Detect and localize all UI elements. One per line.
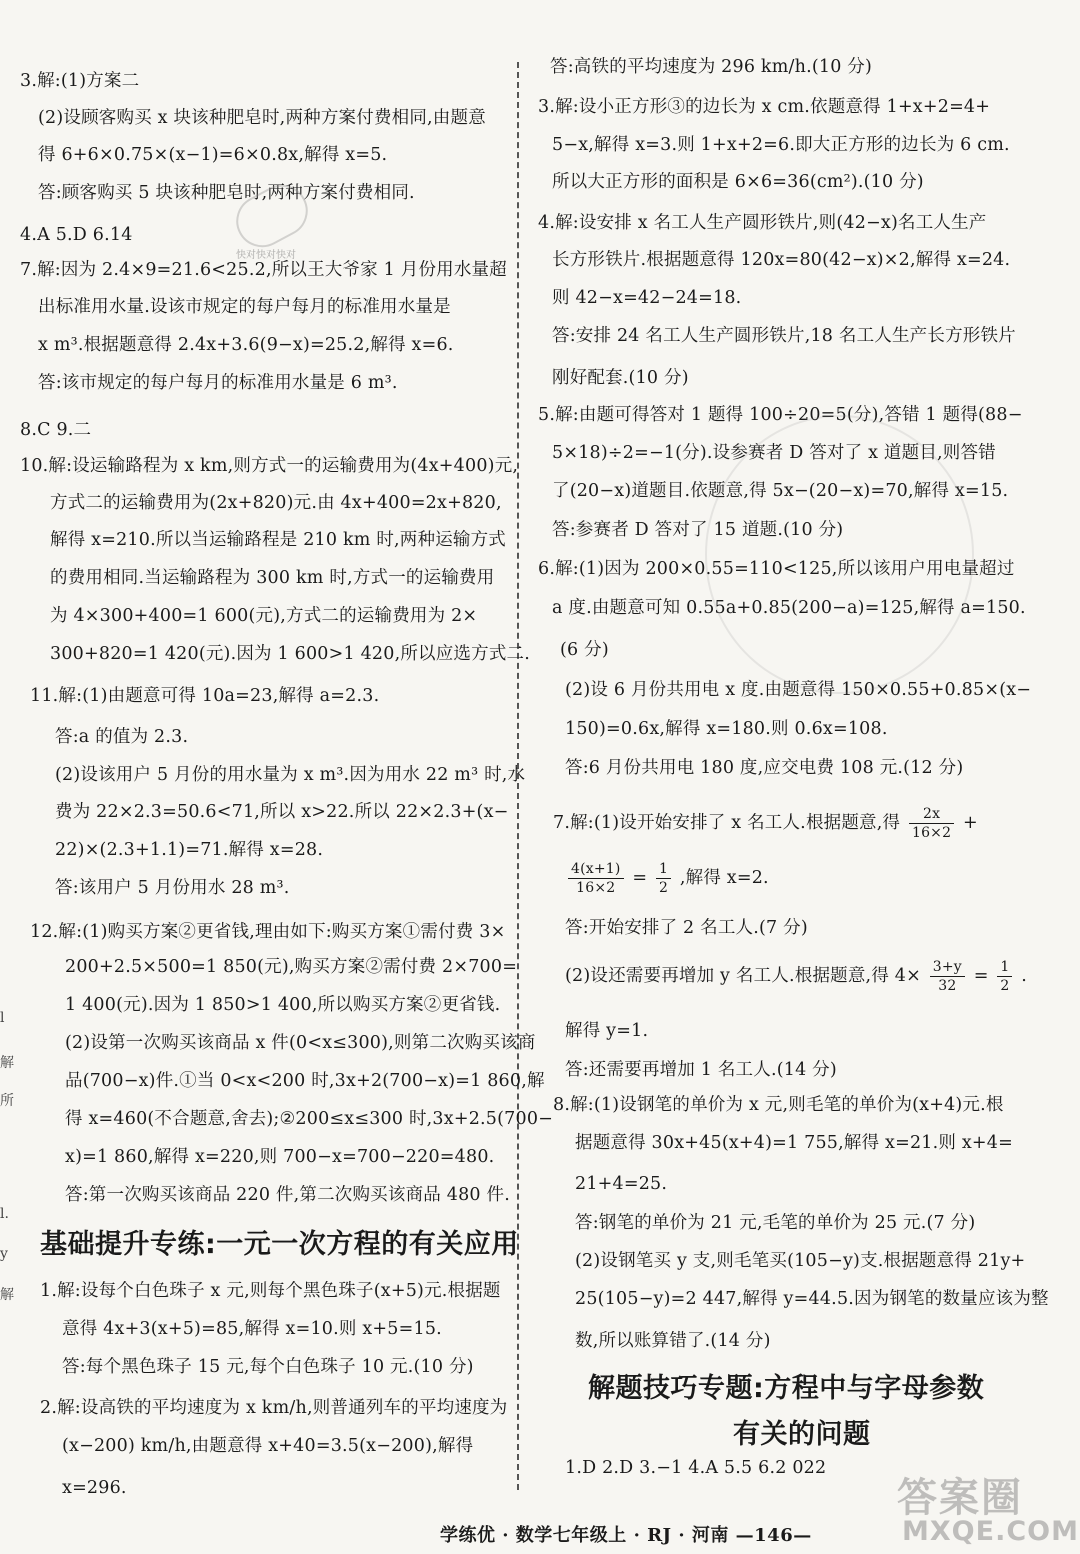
fraction-one-half: $\frac{1}{2}$ xyxy=(656,860,671,897)
left-text-line-2: 得 6+6×0.75×(x−1)=6×0.8x,解得 x=5. xyxy=(38,145,388,165)
right-text-line-11: 了(20−x)道题目.依题意,得 5x−(20−x)=70,解得 x=15. xyxy=(552,481,1009,501)
right-text-line-5: 长方形铁片.根据题意得 120x=80(42−x)×2,解得 x=24. xyxy=(552,250,1011,270)
right-text-line-6: 则 42−x=42−24=18. xyxy=(552,288,742,308)
fraction-one-half-2: $\frac{1}{2}$ xyxy=(997,958,1012,995)
q7-line-1: 7.解:(1)设开始安排了 x 名工人.根据题意,得 $\frac{2x}{16\times 2}$ + xyxy=(553,806,978,841)
left-text-line-12: 解得 x=210.所以当运输路程是 210 km 时,两种运输方式 xyxy=(50,530,507,550)
left-text-line-22: 12.解:(1)购买方案②更省钱,理由如下:购买方案①需付费 3× xyxy=(30,922,506,942)
left-text-line-4: 4.A 5.D 6.14 xyxy=(20,225,133,245)
left-text-line-19: 费为 22×2.3=50.6<71,所以 x>22.所以 22×2.3+(x− xyxy=(55,802,509,822)
left-text-line-28: x)=1 860,解得 x=220,则 700−x=700−220=480. xyxy=(65,1147,495,1167)
right-text-line-17: 150)=0.6x,解得 x=180.则 0.6x=108. xyxy=(565,719,888,739)
left-text-line-34: (x−200) km/h,由题意得 x+40=3.5(x−200),解得 xyxy=(62,1436,474,1456)
left-text-line-6: 出标准用水量.设该市规定的每户每月的标准用水量是 xyxy=(38,297,451,317)
right-text-line-4: 4.解:设安排 x 名工人生产圆形铁片,则(42−x)名工人生产 xyxy=(538,213,987,233)
fraction-3y-over-32: $\frac{3+y}{32}$ xyxy=(930,958,965,995)
q7-line-2: $\frac{4(x+1)}{16\times 2}$ = $\frac{1}{2}$ ,解得 x=2. xyxy=(565,860,769,897)
right-text-line-20: 解得 y=1. xyxy=(565,1021,649,1041)
left-text-line-3: 答:顾客购买 5 块该种肥皂时,两种方案付费相同. xyxy=(38,183,415,203)
section-heading-technique-line1: 解题技巧专题:方程中与字母参数 xyxy=(588,1373,985,1404)
right-text-line-2: 5−x,解得 x=3.则 1+x+2=6.即大正方形的边长为 6 cm. xyxy=(552,135,1010,155)
left-text-line-16: 11.解:(1)由题意可得 10a=23,解得 a=2.3. xyxy=(30,686,380,706)
left-text-line-26: 品(700−x)件.①当 0<x<200 时,3x+2(700−x)=1 860,解 xyxy=(65,1071,545,1091)
right-text-line-3: 所以大正方形的面积是 6×6=36(cm²).(10 分) xyxy=(552,172,924,192)
right-text-line-27: 25(105−y)=2 447,解得 y=44.5.因为钢笔的数量应该为整 xyxy=(575,1289,1049,1309)
right-text-line-15: (6 分) xyxy=(560,640,609,660)
fraction-4x1-over-16x2: $\frac{4(x+1)}{16\times 2}$ xyxy=(568,860,624,897)
right-text-line-21: 答:还需要再增加 1 名工人.(14 分) xyxy=(565,1060,837,1080)
right-text-line-26: (2)设钢笔买 y 支,则毛笔买(105−y)支.根据题意得 21y+ xyxy=(575,1251,1026,1271)
left-text-line-9: 8.C 9.二 xyxy=(20,420,92,440)
left-text-line-14: 为 4×300+400=1 600(元),方式二的运输费用为 2× xyxy=(50,606,478,626)
right-text-line-9: 5.解:由题可得答对 1 题得 100÷20=5(分),答错 1 题得(88− xyxy=(538,405,1023,425)
left-text-line-8: 答:该市规定的每户每月的标准用水量是 6 m³. xyxy=(38,373,398,393)
left-text-line-35: x=296. xyxy=(62,1478,127,1498)
faint-seal-watermark xyxy=(705,415,974,694)
right-text-line-28: 数,所以账算错了.(14 分) xyxy=(575,1331,771,1351)
left-text-line-11: 方式二的运输费用为(2x+820)元.由 4x+400=2x+820, xyxy=(50,493,502,513)
site-watermark: 答案圈 MXQE.COM xyxy=(897,1475,1079,1547)
right-text-line-25: 答:钢笔的单价为 21 元,毛笔的单价为 25 元.(7 分) xyxy=(575,1213,976,1233)
left-text-line-25: (2)设第一次购买该商品 x 件(0<x≤300),则第二次购买该商 xyxy=(65,1033,536,1053)
right-text-line-18: 答:6 月份共用电 180 度,应交电费 108 元.(12 分) xyxy=(565,758,964,778)
right-text-line-22: 8.解:(1)设钢笔的单价为 x 元,则毛笔的单价为(x+4)元.根 xyxy=(553,1095,1004,1115)
left-text-line-15: 300+820=1 420(元).因为 1 600>1 420,所以应选方式二. xyxy=(50,644,530,664)
left-text-line-27: 得 x=460(不合题意,舍去);②200≤x≤300 时,3x+2.5(700− xyxy=(65,1109,554,1129)
right-text-line-1: 3.解:设小正方形③的边长为 x cm.依题意得 1+x+2=4+ xyxy=(538,97,991,117)
left-text-line-30: 1.解:设每个白色珠子 x 元,则每个黑色珠子(x+5)元.根据题 xyxy=(40,1281,501,1301)
stamp-text: 快对快对快对 xyxy=(236,250,296,261)
right-text-line-16: (2)设 6 月份共用电 x 度.由题意得 150×0.55+0.85×(x− xyxy=(565,680,1032,700)
left-text-line-13: 的费用相同.当运输路程为 300 km 时,方式一的运输费用 xyxy=(50,568,495,588)
right-text-line-13: 6.解:(1)因为 200×0.55=110<125,所以该用户用电量超过 xyxy=(538,559,1015,579)
fraction-2x-over-16x2: $\frac{2x}{16\times 2}$ xyxy=(909,805,954,842)
right-text-line-24: 21+4=25. xyxy=(575,1174,668,1194)
left-text-line-5: 7.解:因为 2.4×9=21.6<25.2,所以王大爷家 1 月份用水量超 xyxy=(20,260,507,280)
left-text-line-20: 22)×(2.3+1.1)=71.解得 x=28. xyxy=(55,840,324,860)
right-text-line-10: 5×18)÷2=−1(分).设参赛者 D 答对了 x 道题目,则答错 xyxy=(552,443,996,463)
left-text-line-18: (2)设该用户 5 月份的用水量为 x m³.因为用水 22 m³ 时,水 xyxy=(55,765,526,785)
section-heading-technique-line2: 有关的问题 xyxy=(733,1419,871,1450)
left-text-line-24: 1 400(元).因为 1 850>1 400,所以购买方案②更省钱. xyxy=(65,995,501,1015)
right-text-line-7: 答:安排 24 名工人生产圆形铁片,18 名工人生产长方形铁片 xyxy=(552,326,1016,346)
right-text-line-14: a 度.由题意可知 0.55a+0.85(200−a)=125,解得 a=150. xyxy=(552,598,1026,618)
right-text-line-12: 答:参赛者 D 答对了 15 道题.(10 分) xyxy=(552,520,844,540)
q7-line-3: (2)设还需要再增加 y 名工人.根据题意,得 4× $\frac{3+y}{32}$ = $\frac{1}{2}$ . xyxy=(565,959,1027,994)
left-text-line-21: 答:该用户 5 月份用水 28 m³. xyxy=(55,878,290,898)
right-text-line-23: 据题意得 30x+45(x+4)=1 755,解得 x=21.则 x+4= xyxy=(575,1133,1013,1153)
page-footer: 学练优 · 数学七年级上 · RJ · 河南 —146— xyxy=(440,1525,812,1546)
left-text-line-7: x m³.根据题意得 2.4x+3.6(9−x)=25.2,解得 x=6. xyxy=(38,335,454,355)
left-text-line-1: (2)设顾客购买 x 块该种肥皂时,两种方案付费相同,由题意 xyxy=(38,108,486,128)
left-text-line-31: 意得 4x+3(x+5)=85,解得 x=10.则 x+5=15. xyxy=(62,1319,442,1339)
left-text-line-23: 200+2.5×500=1 850(元),购买方案②需付费 2×700= xyxy=(65,957,518,977)
left-text-line-17: 答:a 的值为 2.3. xyxy=(55,727,189,747)
left-text-line-10: 10.解:设运输路程为 x km,则方式一的运输费用为(4x+400)元, xyxy=(20,456,519,476)
left-text-line-32: 答:每个黑色珠子 15 元,每个白色珠子 10 元.(10 分) xyxy=(62,1357,474,1377)
right-text-line-19: 答:开始安排了 2 名工人.(7 分) xyxy=(565,918,808,938)
left-text-line-29: 答:第一次购买该商品 220 件,第二次购买该商品 480 件. xyxy=(65,1185,510,1205)
left-text-line-0: 3.解:(1)方案二 xyxy=(20,71,140,91)
answer-page: 3.解:(1)方案二 (2)设顾客购买 x 块该种肥皂时,两种方案付费相同,由题意 得 6+6×0.75×(x−1)=6×0.8x,解得 x=5. 答:顾客购买 5 块该种肥皂时,两种方案付费相同. 4.A 5.D 6.14 7.解:因为 2.4×9=21.6<25.2,所以王大爷家 1 月份用水量超 出标准用水量.设该市规定的每户每月的标准用水量是 x m³.根据题意得 2.4x+3.6(9−x)=25.2,解得 x=6. 答:该市规定的每户每月的标准用水量是 6 m³. 8.C 9.二 10.解:设运输路程为 x km,则方式一的运输费用为(4x+400)元, 方式二的运输费用为(2x+820)元.由 4x+400=2x+820, 解得 x=210.所以当运输路程是 210 km 时,两种运输方式 的费用相同.当运输路程为 300 km 时,方式一的运输费用 为 4×300+400=1 600(元),方式二的运输费用为 2× 300+820=1 420(元).因为 1 600>1 420,所以应选方式二. 11.解:(1)由题意可得 10a=23,解得 a=2.3. 答:a 的值为 2.3. (2)设该用户 5 月份的用水量为 x m³.因为用水 22 m³ 时,水 费为 22×2.3=50.6<71,所以 x>22.所以 22×2.3+(x− 22)×(2.3+1.1)=71.解得 x=28. 答:该用户 5 月份用水 28 m³. 12.解:(1)购买方案②更省钱,理由如下:购买方案①需付费 3× 200+2.5×500=1 850(元),购买方案②需付费 2×700= 1 400(元).因为 1 850>1 400,所以购买方案②更省钱. (2)设第一次购买该商品 x 件(0<x≤300),则第二次购买该商 品(700−x)件.①当 0<x<200 时,3x+2(700−x)=1 860,解 得 x=460(不合题意,舍去);②200≤x≤300 时,3x+2.5(700− x)=1 860,解得 x=220,则 700−x=700−220=480. 答:第一次购买该商品 220 件,第二次购买该商品 480 件. 1.解:设每个白色珠子 x 元,则每个黑色珠子(x+5)元.根据题 意得 4x+3(x+5)=85,解得 x=10.则 x+5=15. 答:每个黑色珠子 15 元,每个白色珠子 10 元.(10 分) 2.解:设高铁的平均速度为 x km/h,则普通列车的平均速度为 (x−200) km/h,由题意得 x+40=3.5(x−200),解得 x=296. 基础提升专练:一元一次方程的有关应用 答:高铁的平均速度为 296 km/h.(10 分) 3.解:设小正方形③的边长为 x cm.依题意得 1+x+2=4+ 5−x,解得 x=3.则 1+x+2=6.即大正方形的边长为 6 cm. 所以大正方形的面积是 6×6=36(cm²).(10 分) 4.解:设安排 x 名工人生产圆形铁片,则(42−x)名工人生产 长方形铁片.根据题意得 120x=80(42−x)×2,解得 x=24. 则 42−x=42−24=18. 答:安排 24 名工人生产圆形铁片,18 名工人生产长方形铁片 刚好配套.(10 分) 5.解:由题可得答对 1 题得 100÷20=5(分),答错 1 题得(88− 5×18)÷2=−1(分).设参赛者 D 答对了 x 道题目,则答错 了(20−x)道题目.依题意,得 5x−(20−x)=70,解得 x=15. 答:参赛者 D 答对了 15 道题.(10 分) 6.解:(1)因为 200×0.55=110<125,所以该用户用电量超过 a 度.由题意可知 0.55a+0.85(200−a)=125,解得 a=150. (6 分) (2)设 6 月份共用电 x 度.由题意得 150×0.55+0.85×(x− 150)=0.6x,解得 x=180.则 0.6x=108. 答:6 月份共用电 180 度,应交电费 108 元.(12 分) 答:开始安排了 2 名工人.(7 分) 解得 y=1. 答:还需要再增加 1 名工人.(14 分) 8.解:(1)设钢笔的单价为 x 元,则毛笔的单价为(x+4)元.根 据题意得 30x+45(x+4)=1 755,解得 x=21.则 x+4= 21+4=25. 答:钢笔的单价为 21 元,毛笔的单价为 25 元.(7 分) (2)设钢笔买 y 支,则毛笔买(105−y)支.根据题意得 21y+ 25(105−y)=2 447,解得 y=44.5.因为钢笔的数量应该为整 数,所以账算错了.(14 分) 1.D 2.D 3.−1 4.A 5.5 6.2 022 7.解:(1)设开始安排了 x 名工人.根据题意,得 $\frac{2x}{16\times 2}$ + $\frac{4(x+1)}{16\times 2}$ = $\frac{1}{2}$ ,解得 x=2. (2)设还需要再增加 y 名工人.根据题意,得 4× $\frac{3+y}{32}$ = $\frac{1}{2}$ . 解题技巧专题:方程中与字母参数 有关的问题 l 解 所 l. y 解 快对快对快对 学练优 · 数学七年级上 · RJ · 河南 —146— 答案圈 MXQE.COM xyxy=(0,0,1080,1554)
right-text-line-0: 答:高铁的平均速度为 296 km/h.(10 分) xyxy=(550,57,873,77)
right-text-line-29: 1.D 2.D 3.−1 4.A 5.5 6.2 022 xyxy=(565,1458,827,1478)
left-text-line-33: 2.解:设高铁的平均速度为 x km/h,则普通列车的平均速度为 xyxy=(40,1398,508,1418)
right-text-line-8: 刚好配套.(10 分) xyxy=(552,368,689,388)
section-heading-basic-practice: 基础提升专练:一元一次方程的有关应用 xyxy=(40,1229,519,1260)
